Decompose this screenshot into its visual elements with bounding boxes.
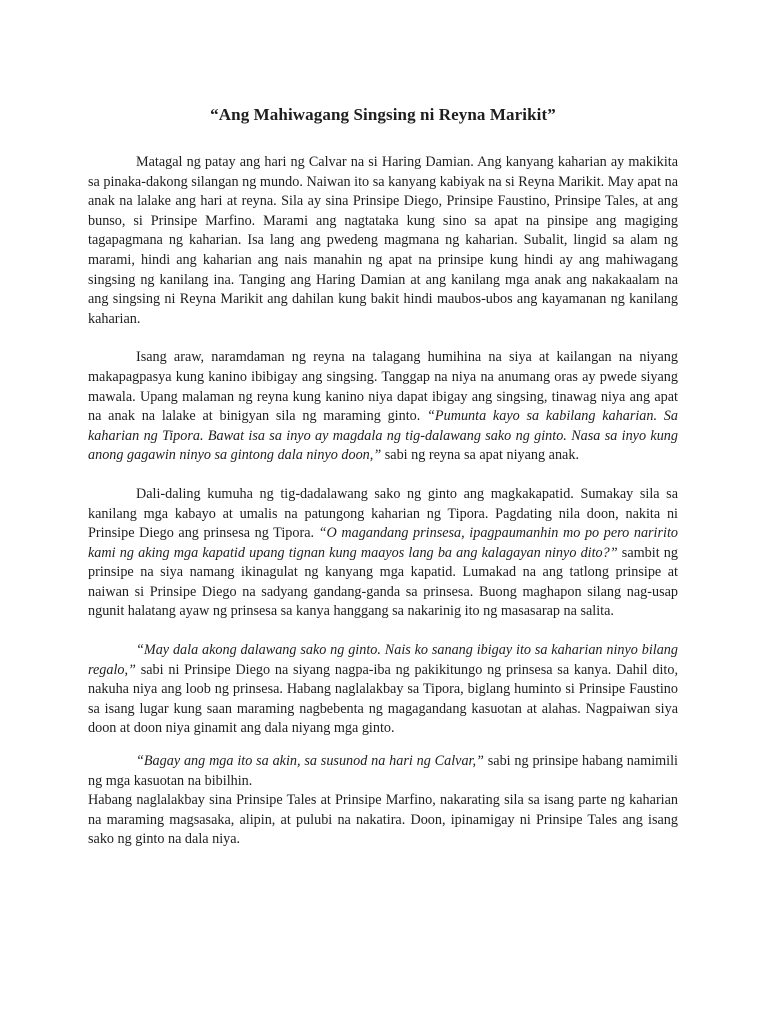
paragraph-5 xyxy=(88,752,678,791)
paragraph-6 xyxy=(88,791,678,850)
dialogue-quote: “O magandang prinsesa, ipagpaumanhin mo po pero naririto kami ng aking mga kapatid upang tignan kung maayos lang ba ang kalagayan ninyo dito?” xyxy=(88,525,678,561)
paragraph-text: Habang naglalakbay sina Prinsipe Tales at Prinsipe Marfino, nakarating sila sa isang parte ng kaharian na maraming magsasaka, alipin, at pulubi na nakatira. Doon, ipinamigay ni Prinsipe Tales ang isang sako ng ginto na dala niya. xyxy=(88,792,678,848)
paragraph-text: Isang araw, naramdaman ng reyna na talagang humihina na siya at kailangan na niyang makapagpasya kung kanino ibibigay ang singsing. Tanggap na niya na anumang oras ay pwede siyang mawala. Upang malaman ng reyna kung kanino niya dapat ibigay ang singsing, tinawag niya ang apat na anak na lalake at binigyan sila ng maraming ginto. xyxy=(88,349,678,425)
paragraph-text: sabi ng prinsipe habang namimili ng mga kasuotan na bibilhin. xyxy=(88,753,678,789)
paragraph-text: sabi ni Prinsipe Diego na siyang nagpa-iba ng pakikitungo ng prinsesa sa kanya. Dahil dito, nakuha niya ang loob ng prinsesa. Habang naglalakbay sa Tipora, biglang huminto si Prinsipe Faustino sa isang lugar kung saan maraming nagbebenta ng magagandang kasuotan at alahas. Nagpaiwan siya doon at doon niya ginamit ang dala niyang mga ginto. xyxy=(88,661,678,737)
paragraph-2 xyxy=(88,348,678,466)
dialogue-quote: “May dala akong dalawang sako ng ginto. Nais ko sanang ibigay ito sa kaharian ninyo bilang regalo,” xyxy=(88,642,678,678)
paragraph-text: Dali-daling kumuha ng tig-dadalawang sako ng ginto ang magkakapatid. Sumakay sila sa kanilang mga kabayo at umalis na patungong kaharian ng Tipora. Pagdating nila doon, nakita ni Prinsipe Diego ang prinsesa ng Tipora. xyxy=(88,485,678,542)
paragraph-1 xyxy=(88,153,678,329)
paragraph-text: sabi ng reyna sa apat niyang anak. xyxy=(381,447,579,464)
paragraph-text: Matagal ng patay ang hari ng Calvar na si Haring Damian. Ang kanyang kaharian ay makikita sa pinaka-dakong silangan ng mundo. Naiwan ito sa kanyang kabiyak na si Reyna Marikit. May apat na anak na lalake ang hari at reyna. Sila ay sina Prinsipe Diego, Prinsipe Faustino, Prinsipe Tales, at ang bunso, si Prinsipe Marfino. Marami ang nagtataka kung sino sa apat na pinsipe ang magiging tagapagmana ng kaharian. Isa lang ang pwedeng magmana ng kaharian. Subalit, lingid sa alam ng marami, hindi ang kaharian ang nais manahin ng apat na prinsipe kung hindi ay ang mahiwagang singsing ng kanilang ina. Tanging ang Haring Damian at ang kanilang mga anak ang nakakaalam na ang singsing ni Reyna Marikit ang dahilan kung bakit hindi maubos-ubos ang kayamanan ng kanilang kaharian. xyxy=(88,154,678,327)
document-title: “Ang Mahiwagang Singsing ni Reyna Marikit” xyxy=(210,105,556,124)
dialogue-quote: “Bagay ang mga ito sa akin, sa susunod na hari ng Calvar,” xyxy=(136,753,484,770)
paragraph-text: sambit ng prinsipe na siya namang ikinagulat ng kanyang mga kapatid. Lumakad na ang tatlong prinsipe at naiwan si Prinsipe Diego na sadyang gandang-ganda sa prinsesa. Buong maghapon silang nag-usap ngunit halatang ayaw ng prinsesa sa kanya hanggang sa nakarinig ito ng masasarap na salita. xyxy=(88,544,678,620)
paragraph-3 xyxy=(88,485,678,622)
paragraph-4 xyxy=(88,641,678,739)
dialogue-quote: “Pumunta kayo sa kabilang kaharian. Sa kaharian ng Tipora. Bawat isa sa inyo ay magdala ng tig-dalawang sako ng ginto. Nasa sa inyo kung anong gagawin ninyo sa gintong dala ninyo doon,” xyxy=(88,408,678,464)
document-page xyxy=(88,104,678,850)
